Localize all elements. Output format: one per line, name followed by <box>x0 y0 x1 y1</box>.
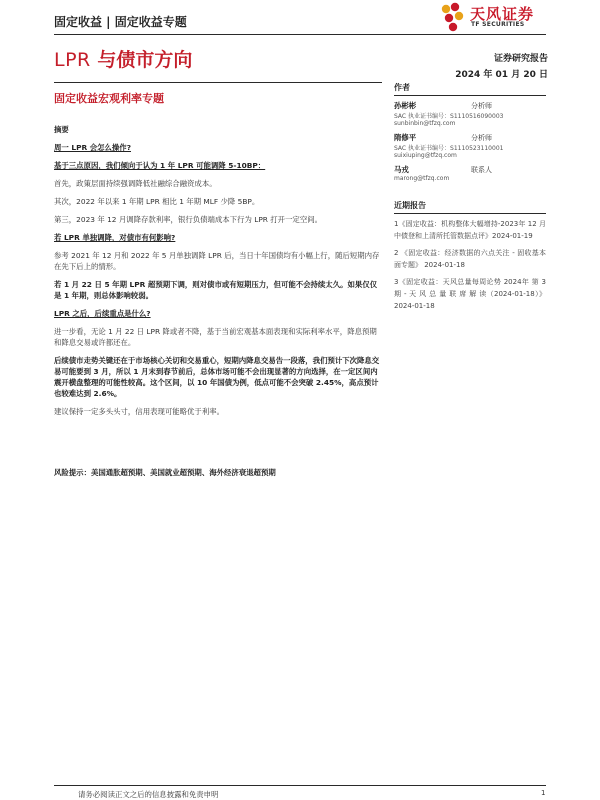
question-1-answer-heading: 基于三点原因，我们倾向于认为 1 年 LPR 可能调降 5-10BP： <box>54 161 266 170</box>
author-name: 孙彬彬 <box>394 101 417 110</box>
summary-label: 摘要 <box>54 125 69 134</box>
author-license: SAC 执业证书编号：S1110523110001 <box>394 145 504 152</box>
report-title-latin: LPR <box>54 49 91 71</box>
recent-reports-divider <box>394 213 546 214</box>
author-email[interactable]: marong@tfzq.com <box>394 175 450 182</box>
question-3-paragraph-1: 进一步看，无论 1 月 22 日 LPR 降或者不降，基于当前宏观基本面表现和实际利率水平，降息预期和降息交易或许都还在。 <box>54 327 377 347</box>
recent-report-item[interactable]: 2 《固定收益：经济数据的六点关注 - 固收基本面专题》 2024-01-18 <box>394 249 546 269</box>
author-name: 隋修平 <box>394 133 417 142</box>
question-1: 周一 LPR 会怎么操作? <box>54 143 131 152</box>
question-2-paragraph-1: 参考 2021 年 12 月和 2022 年 5 月单独调降 LPR 后，当日十年国债均有小幅上行，随后短期内存在先下后上的情形。 <box>54 251 380 271</box>
page-number: 1 <box>541 789 546 797</box>
question-3: LPR 之后，后续重点是什么? <box>54 309 151 318</box>
question-2: 若 LPR 单独调降，对债市有何影响? <box>54 233 176 242</box>
logo-text-cn: 天风证券 <box>470 5 535 23</box>
title-divider <box>54 82 382 83</box>
question-3-paragraph-3: 建议保持一定多头头寸，信用表现可能略优于利率。 <box>54 407 224 416</box>
report-title-cn: 与债市方向 <box>90 49 193 71</box>
reason-1: 首先，政策层面持续强调降低社融综合融资成本。 <box>54 179 217 188</box>
recent-report-item[interactable]: 1《固定收益：机构整体大幅增持-2023年 12 月中债登和上清所托管数据点评》2024-01-19 <box>394 220 546 240</box>
author-role: 分析师 <box>471 102 492 110</box>
footer-disclaimer: 请务必阅读正文之后的信息披露和免责申明 <box>78 790 219 799</box>
report-date: 2024 年 01 月 20 日 <box>455 70 548 80</box>
report-title <box>54 45 192 72</box>
reason-3: 第三，2023 年 12 月调降存款利率，银行负债端成本下行为 LPR 打开一定空间。 <box>54 215 322 224</box>
question-3-paragraph-2: 后续债市走势关键还在于市场核心关切和交易重心，短期内降息交易告一段落，我们预计下次降息交易可能要到 3 月，所以 1 月末到春节前后，总体市场可能不会出现显著的方向选择，在一定区间内震开横盘整理的可能性较高。这个区间，以 10 年国债为例，低点可能不会突破 2.45%，高点预计也较难达到 2.6%。 <box>54 356 380 398</box>
header-category: 固定收益 | 固定收益专题 <box>54 15 187 29</box>
author-role: 联系人 <box>471 166 492 174</box>
recent-report-item[interactable]: 3《固定收益：天风总量每周论势 2024年 第 3 期 - 天 风 总 量 联 席 解 读（2024-01-18）》 2024-01-18 <box>394 278 546 310</box>
footer-divider <box>54 785 546 786</box>
author-email[interactable]: sunbinbin@tfzq.com <box>394 120 456 127</box>
report-type: 证券研究报告 <box>493 54 548 64</box>
company-logo <box>440 2 552 32</box>
authors-divider <box>394 95 546 96</box>
authors-label: 作者 <box>394 83 410 92</box>
question-2-paragraph-2: 若 1 月 22 日 5 年期 LPR 超预期下调，则对债市或有短期压力，但可能不会持续太久。如果仅仅是 1 年期，则总体影响较弱。 <box>54 280 378 300</box>
recent-reports-list <box>394 218 546 317</box>
risk-warning: 风险提示：美国通胀超预期、美国就业超预期、海外经济衰退超预期 <box>54 468 276 477</box>
author-email[interactable]: suixiuping@tfzq.com <box>394 152 457 159</box>
summary-body <box>54 124 382 478</box>
header-divider <box>54 34 546 35</box>
author-name: 马戎 <box>394 165 409 174</box>
reason-2: 其次，2022 年以来 1 年期 LPR 相比 1 年期 MLF 少降 5BP。 <box>54 197 260 206</box>
author-license: SAC 执业证书编号：S1110516090003 <box>394 113 504 120</box>
author-role: 分析师 <box>471 134 492 142</box>
logo-text-en: TF SECURITIES <box>471 21 525 28</box>
report-subtitle: 固定收益宏观利率专题 <box>54 92 164 105</box>
recent-reports-label: 近期报告 <box>394 201 426 210</box>
logo-mark-icon <box>440 2 466 32</box>
